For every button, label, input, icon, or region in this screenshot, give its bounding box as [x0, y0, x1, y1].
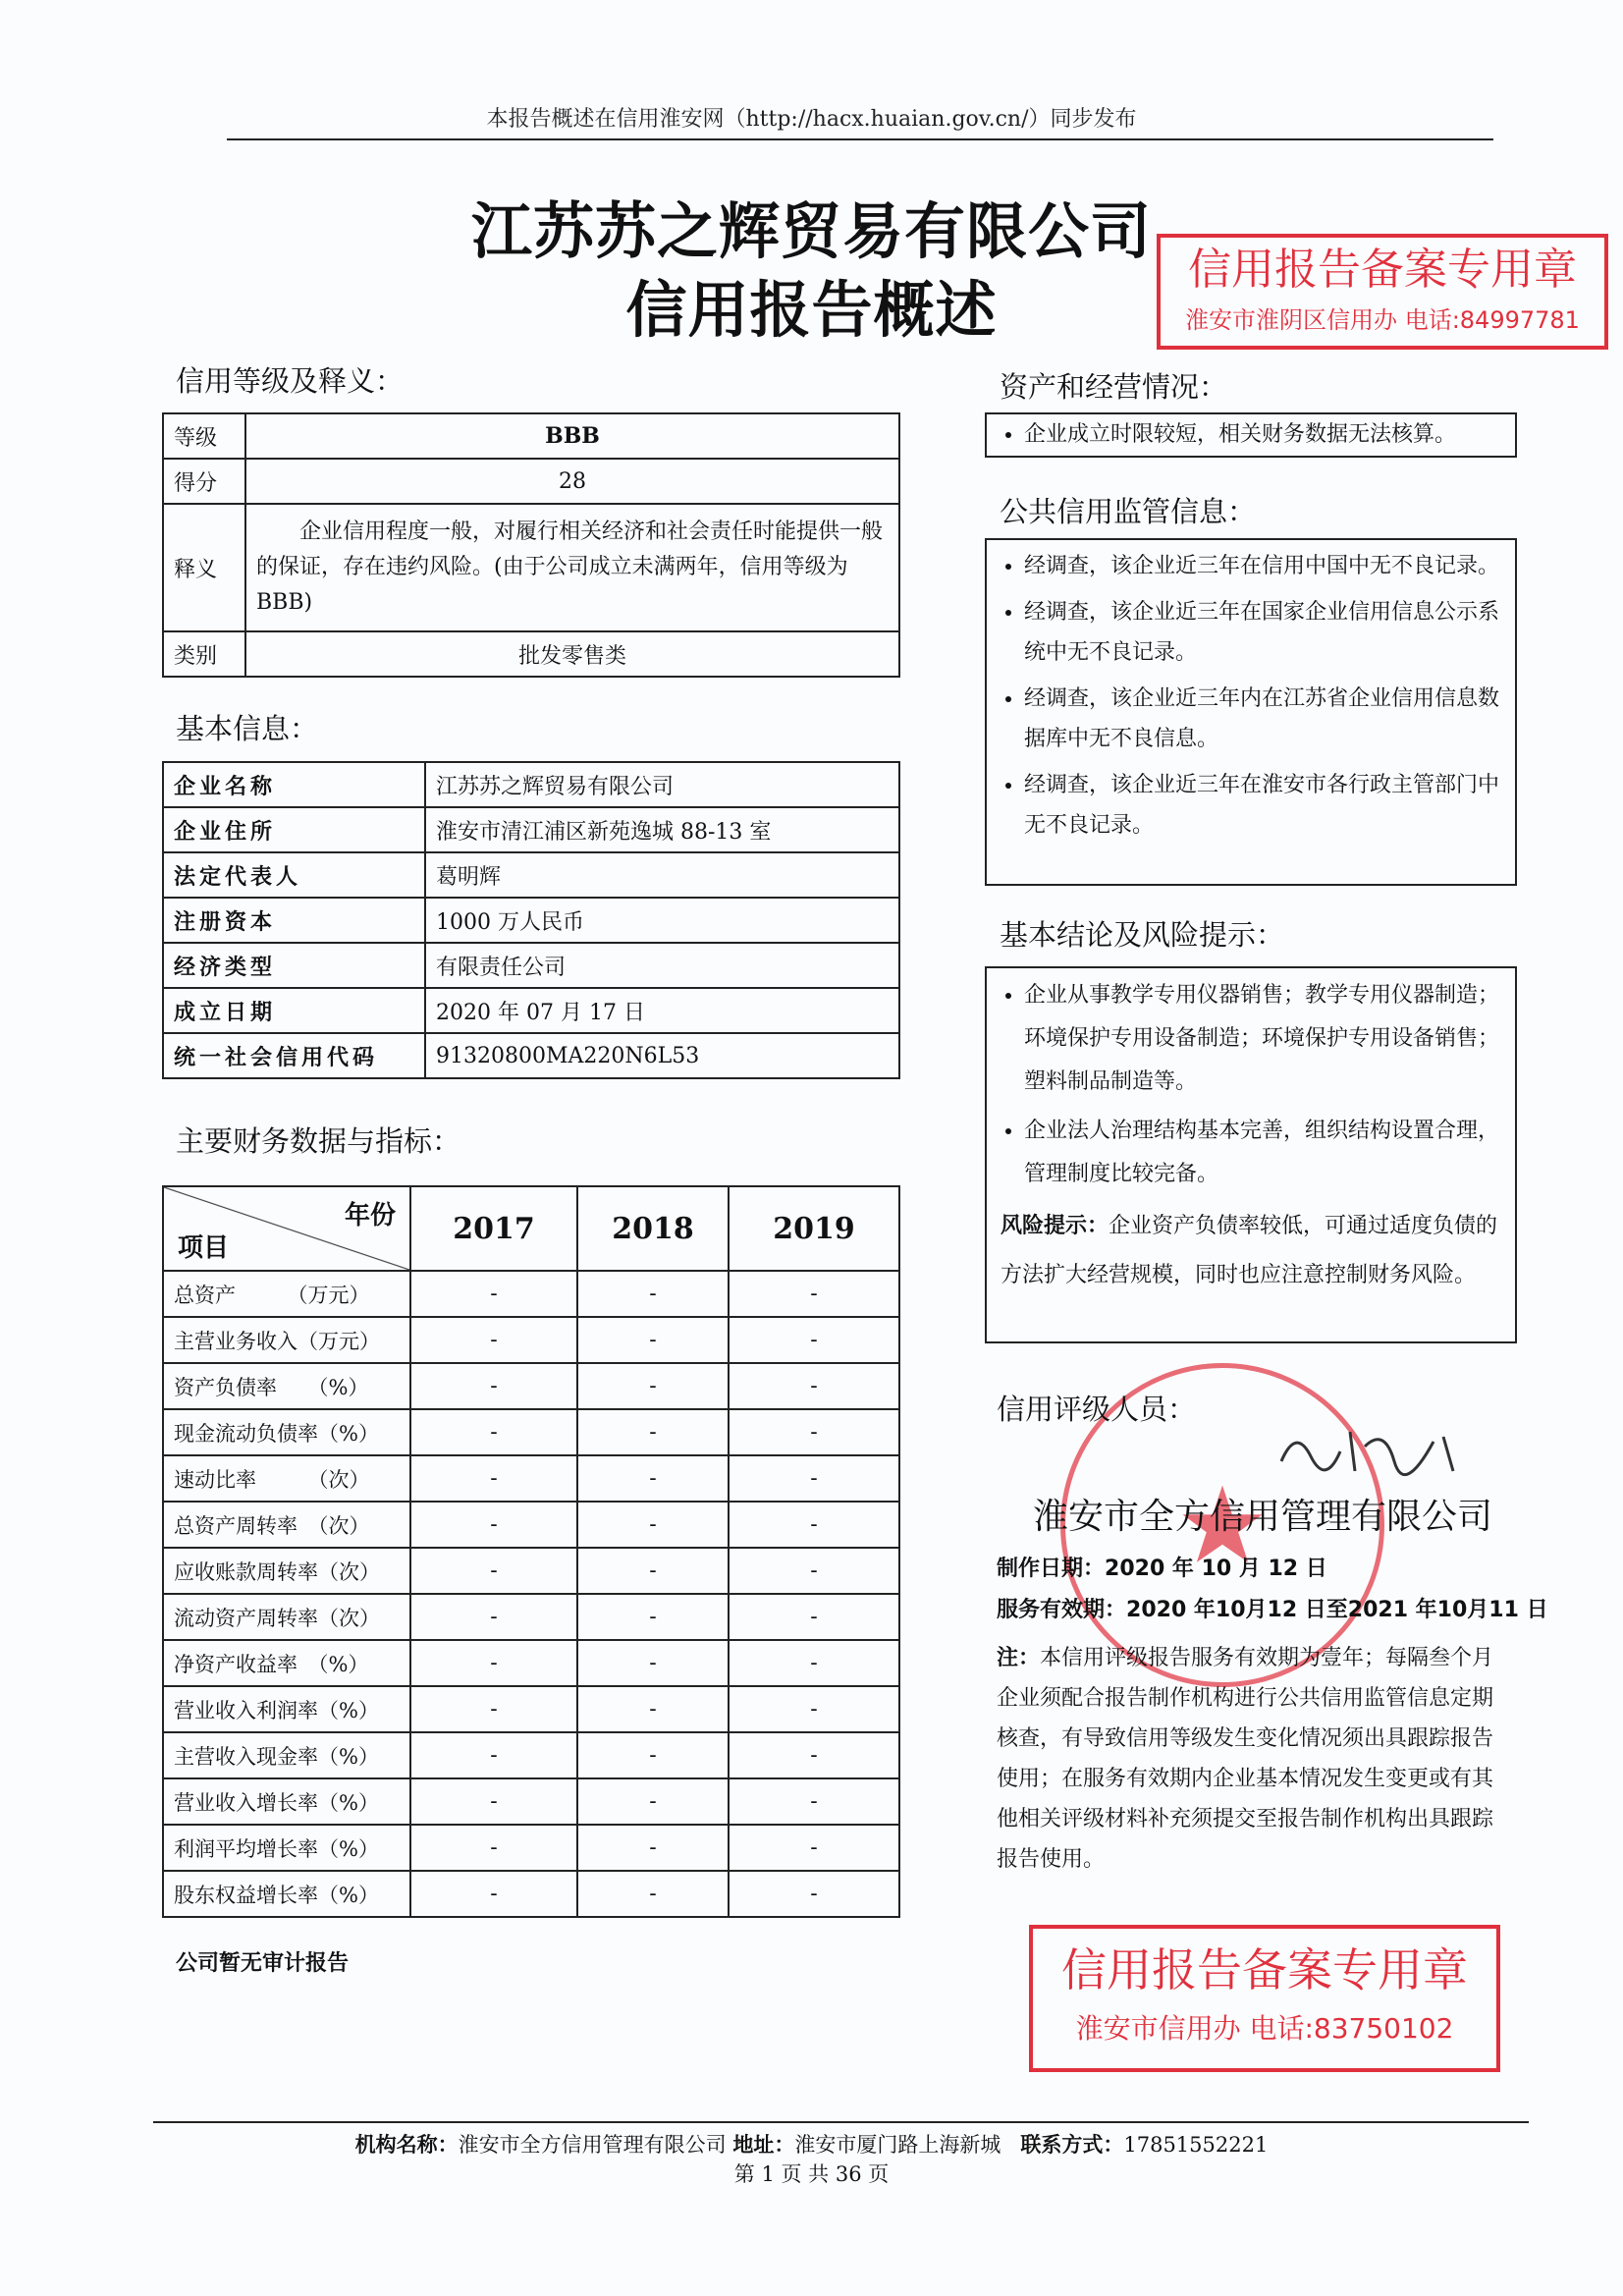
filing-stamp-bottom — [1029, 1925, 1500, 2072]
cell-value: - — [577, 1732, 729, 1778]
cell-value: - — [410, 1409, 577, 1455]
table-row — [163, 898, 899, 943]
table-row — [163, 459, 899, 504]
cell-value: - — [410, 1640, 577, 1686]
address: 淮安市厦门路上海新城 — [794, 2133, 1001, 2157]
cell-label: 企业住所 — [163, 807, 425, 852]
date-label: 制作日期： — [997, 1557, 1106, 1581]
cell-value: - — [729, 1409, 899, 1455]
validity-label: 服务有效期： — [997, 1598, 1127, 1622]
table-row — [163, 504, 899, 631]
cell-item: 资产负债率 （%） — [163, 1363, 410, 1409]
contact-label: 联系方式： — [1020, 2133, 1124, 2157]
list-item: • 企业法人治理结构基本完善，组织结构设置合理，管理制度比较完备。 — [1024, 1110, 1501, 1196]
contact-phone: 17851552221 — [1123, 2133, 1269, 2157]
cell-label: 企业名称 — [163, 762, 425, 807]
cell-value: - — [729, 1871, 899, 1917]
cell-value: - — [577, 1778, 729, 1825]
filing-stamp-top — [1157, 234, 1608, 350]
validity-note — [997, 1638, 1507, 1880]
cell-item: 主营收入现金率（%） — [163, 1732, 410, 1778]
list-item: • 企业从事教学专用仪器销售；教学专用仪器制造；环境保护专用设备制造；环境保护专用设备销售；塑料制品制造等。 — [1024, 974, 1501, 1104]
cell-value: 江苏苏之辉贸易有限公司 — [425, 762, 899, 807]
title-report: 信用报告概述 — [625, 274, 998, 346]
risk-text: 企业资产负债率较低，可通过适度负债的方法扩大经营规模，同时也应注意控制财务风险。 — [1001, 1214, 1498, 1287]
cell-value: BBB — [245, 413, 899, 459]
cell-item: 净资产收益率 （%） — [163, 1640, 410, 1686]
public-credit-box — [985, 538, 1517, 886]
cell-label: 成立日期 — [163, 988, 425, 1033]
cell-value: - — [729, 1548, 899, 1594]
cell-value: - — [729, 1778, 899, 1825]
list-item: • 经调查，该企业近三年在信用中国中无不良记录。 — [1024, 546, 1501, 586]
cell-value: - — [410, 1317, 577, 1363]
table-row — [163, 1502, 899, 1548]
table-row — [163, 1317, 899, 1363]
table-row — [163, 852, 899, 898]
table-row — [163, 1455, 899, 1502]
cell-value: - — [729, 1686, 899, 1732]
note-text: 本信用评级报告服务有效期为壹年；每隔叁个月企业须配合报告制作机构进行公共信用监管信息定期核查，有导致信用等级发生变化情况须出具跟踪报告使用；在服务有效期内企业基本情况发生变更或有其他相关评级材料补充须提交至报告制作机构出具跟踪报告使用。 — [997, 1646, 1494, 1872]
cell-item: 营业收入增长率（%） — [163, 1778, 410, 1825]
table-row — [163, 1271, 899, 1317]
table-row — [163, 1778, 899, 1825]
table-row — [163, 988, 899, 1033]
corner-year-label: 年份 — [344, 1201, 396, 1230]
cell-item: 利润平均增长率（%） — [163, 1825, 410, 1871]
table-row — [163, 1640, 899, 1686]
cell-value: - — [577, 1548, 729, 1594]
cell-value: - — [410, 1363, 577, 1409]
cell-value: - — [729, 1825, 899, 1871]
corner-item-label: 项目 — [178, 1233, 230, 1263]
cell-item: 总资产周转率 （次） — [163, 1502, 410, 1548]
cell-label: 注册资本 — [163, 898, 425, 943]
cell-value: - — [577, 1317, 729, 1363]
cell-value: - — [410, 1271, 577, 1317]
cell-item: 总资产 （万元） — [163, 1271, 410, 1317]
cell-value: - — [577, 1686, 729, 1732]
financial-heading: 主要财务数据与指标： — [176, 1124, 461, 1158]
rating-company: 淮安市全方信用管理有限公司 — [1033, 1497, 1493, 1537]
footer-rule — [153, 2121, 1529, 2123]
cell-value: - — [410, 1502, 577, 1548]
validity-value: 2020 年10月12 日至2021 年10月11 日 — [1126, 1598, 1548, 1622]
cell-value: - — [410, 1548, 577, 1594]
cell-item: 应收账款周转率（次） — [163, 1548, 410, 1594]
cell-value: - — [729, 1640, 899, 1686]
cell-value: - — [577, 1871, 729, 1917]
cell-value: 有限责任公司 — [425, 943, 899, 988]
basic-info-table — [162, 761, 900, 1079]
audit-footnote: 公司暂无审计报告 — [176, 1951, 350, 1976]
conclusion-box — [985, 966, 1517, 1343]
table-row — [163, 1409, 899, 1455]
table-row — [163, 1363, 899, 1409]
list-item: • 经调查，该企业近三年在国家企业信用信息公示系统中无不良记录。 — [1024, 592, 1501, 673]
header-rule — [227, 138, 1493, 140]
cell-label: 释义 — [163, 504, 245, 631]
production-date — [997, 1552, 1327, 1582]
org-label: 机构名称： — [354, 2133, 459, 2157]
cell-value: 企业信用程度一般，对履行相关经济和社会责任时能提供一般的保证，存在违约风险。(由于公司成立未满两年，信用等级为 BBB) — [245, 504, 899, 631]
cell-value: - — [410, 1871, 577, 1917]
basic-info-heading: 基本信息： — [176, 712, 319, 745]
cell-label: 经济类型 — [163, 943, 425, 988]
footer-info — [0, 2129, 1623, 2159]
table-row — [163, 943, 899, 988]
table-row — [163, 1033, 899, 1078]
cell-value: - — [577, 1594, 729, 1640]
cell-item: 速动比率 （次） — [163, 1455, 410, 1502]
cell-value: - — [729, 1455, 899, 1502]
cell-item: 主营业务收入（万元） — [163, 1317, 410, 1363]
list-item: • 经调查，该企业近三年内在江苏省企业信用信息数据库中无不良信息。 — [1024, 679, 1501, 759]
public-credit-heading: 公共信用监管信息： — [1000, 495, 1257, 528]
rater-signatures — [1276, 1422, 1473, 1481]
cell-value: - — [410, 1778, 577, 1825]
cell-value: 淮安市清江浦区新苑逸城 88-13 室 — [425, 807, 899, 852]
year-header: 2018 — [577, 1186, 729, 1271]
cell-label: 统一社会信用代码 — [163, 1033, 425, 1078]
cell-value: - — [410, 1825, 577, 1871]
cell-value: - — [410, 1686, 577, 1732]
table-row — [163, 1548, 899, 1594]
corner-cell — [163, 1186, 410, 1271]
cell-value: 2020 年 07 月 17 日 — [425, 988, 899, 1033]
cell-value: - — [410, 1732, 577, 1778]
table-row — [163, 631, 899, 677]
cell-label: 得分 — [163, 459, 245, 504]
list-item: • 企业成立时限较短，相关财务数据无法核算。 — [1024, 420, 1501, 450]
cell-value: - — [577, 1640, 729, 1686]
table-row — [163, 762, 899, 807]
org-name: 淮安市全方信用管理有限公司 — [458, 2133, 727, 2157]
raters-heading: 信用评级人员： — [997, 1393, 1197, 1426]
year-header: 2017 — [410, 1186, 577, 1271]
cell-item: 流动资产周转率（次） — [163, 1594, 410, 1640]
cell-label: 类别 — [163, 631, 245, 677]
stamp-text: 淮安市信用办 电话:83750102 — [1075, 2012, 1454, 2045]
table-row — [163, 1732, 899, 1778]
cell-value: - — [729, 1732, 899, 1778]
cell-value: - — [729, 1317, 899, 1363]
table-row — [163, 807, 899, 852]
cell-item: 股东权益增长率（%） — [163, 1871, 410, 1917]
validity-period — [997, 1593, 1548, 1623]
cell-value: 28 — [245, 459, 899, 504]
table-row — [163, 413, 899, 459]
cell-value: 91320800MA220N6L53 — [425, 1033, 899, 1078]
cell-label: 等级 — [163, 413, 245, 459]
table-row — [163, 1686, 899, 1732]
credit-grade-heading: 信用等级及释义： — [176, 364, 405, 398]
cell-value: - — [577, 1502, 729, 1548]
cell-value: - — [410, 1594, 577, 1640]
cell-value: - — [577, 1271, 729, 1317]
cell-value: 批发零售类 — [245, 631, 899, 677]
stamp-text: 信用报告备案专用章 — [1061, 1943, 1468, 1996]
cell-value: - — [410, 1455, 577, 1502]
cell-value: 1000 万人民币 — [425, 898, 899, 943]
cell-item: 现金流动负债率（%） — [163, 1409, 410, 1455]
cell-value: 葛明辉 — [425, 852, 899, 898]
cell-value: - — [577, 1455, 729, 1502]
cell-value: - — [577, 1363, 729, 1409]
cell-value: - — [729, 1502, 899, 1548]
financial-table — [162, 1185, 900, 1918]
year-header: 2019 — [729, 1186, 899, 1271]
stamp-text: 淮安市淮阴区信用办 电话:84997781 — [1185, 306, 1580, 334]
list-item: • 经调查，该企业近三年在淮安市各行政主管部门中无不良记录。 — [1024, 765, 1501, 846]
table-row — [163, 1825, 899, 1871]
stamp-text: 信用报告备案专用章 — [1188, 245, 1577, 295]
note-label: 注： — [997, 1646, 1041, 1670]
page-number: 第 1 页 共 36 页 — [733, 2162, 890, 2186]
addr-label: 地址： — [732, 2133, 795, 2157]
table-row — [163, 1871, 899, 1917]
risk-label: 风险提示： — [1001, 1214, 1109, 1238]
assets-box — [985, 412, 1517, 458]
cell-item: 营业收入利润率（%） — [163, 1686, 410, 1732]
date-value: 2020 年 10 月 12 日 — [1105, 1557, 1327, 1581]
header-note: 本报告概述在信用淮安网（http://hacx.huaian.gov.cn/）同步发布 — [486, 107, 1137, 132]
conclusion-heading: 基本结论及风险提示： — [1000, 918, 1285, 952]
table-header-row — [163, 1186, 899, 1271]
credit-grade-table — [162, 412, 900, 678]
table-row — [163, 1594, 899, 1640]
title-company: 江苏苏之辉贸易有限公司 — [470, 195, 1152, 267]
cell-value: - — [577, 1409, 729, 1455]
cell-label: 法定代表人 — [163, 852, 425, 898]
cell-value: - — [729, 1363, 899, 1409]
risk-note — [1001, 1202, 1501, 1300]
cell-value: - — [729, 1594, 899, 1640]
cell-value: - — [729, 1271, 899, 1317]
assets-heading: 资产和经营情况： — [1000, 370, 1228, 404]
cell-value: - — [577, 1825, 729, 1871]
